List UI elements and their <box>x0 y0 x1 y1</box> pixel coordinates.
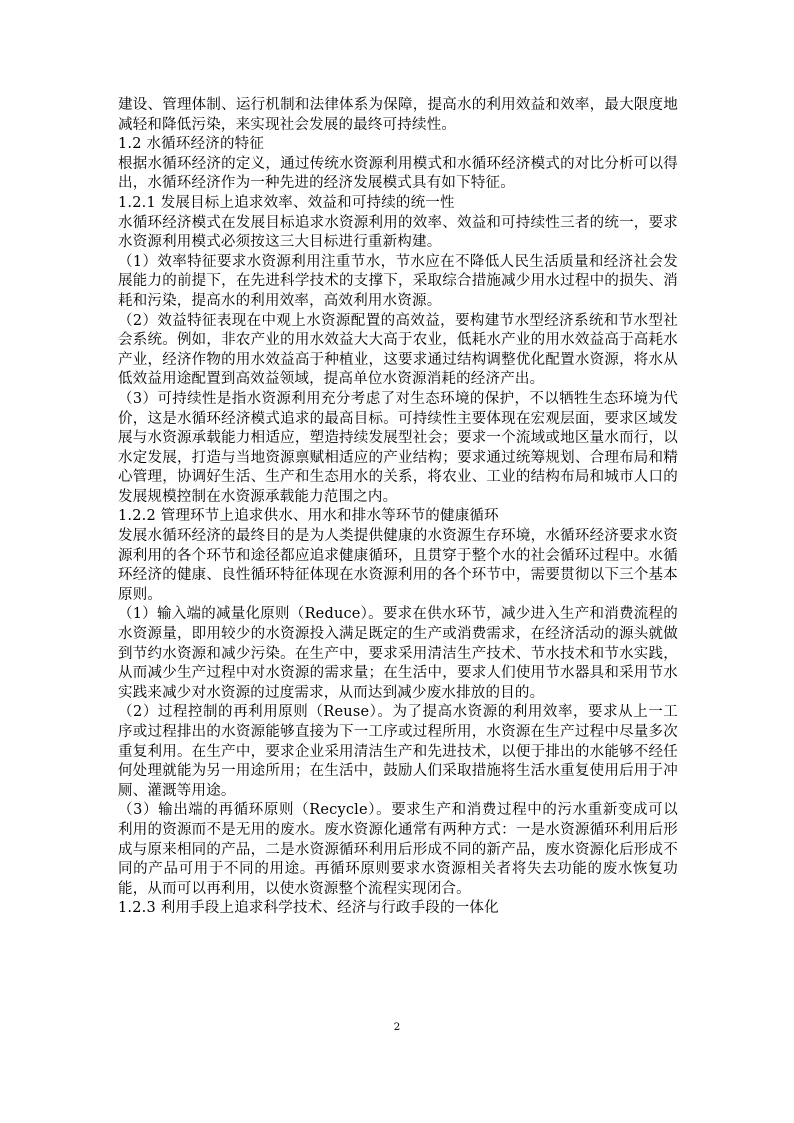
paragraph-benefit: （2）效益特征表现在中观上水资源配置的高效益，要构建节水型经济系统和节水型社会系统。例如，非农产业的用水效益大大高于农业，低耗水产业的用水效益高于高耗水产业，经济作物的用水效益高于种植业，这要求通过结构调整优化配置水资源，将水从低效益用途配置到高效益领域，提高单位水资源消耗的经济产出。 <box>118 312 678 388</box>
paragraph-efficiency: （1）效率特征要求水资源利用注重节水，节水应在不降低人民生活质量和经济社会发展能力的前提下，在先进科学技术的支撑下，采取综合措施减少用水过程中的损失、消耗和污染，提高水的利用效率，高效利用水资源。 <box>118 253 678 309</box>
section-heading-1-2-2: 1.2.2 管理环节上追求供水、用水和排水等环节的健康循环 <box>118 508 499 525</box>
section-heading-1-2-1: 1.2.1 发展目标上追求效率、效益和可持续的统一性 <box>118 194 455 211</box>
paragraph-1-2-2-intro: 发展水循环经济的最终目的是为人类提供健康的水资源生存环境，水循环经济要求水资源利用的各个环节和途径都应追求健康循环，且贯穿于整个水的社会循环过程中。水循环经济的健康、良性循环特征体现在水资源利用的各个环节中，需要贯彻以下三个基本原则。 <box>118 528 678 603</box>
section-heading-1-2: 1.2 水循环经济的特征 <box>118 136 265 153</box>
paragraph-reduce: （1）输入端的减量化原则（Reduce）。要求在供水环节，减少进入生产和消费流程的水资源量，即用较少的水资源投入满足既定的生产或消费需求，在经济活动的源头就做到节约水资源和减少污染。在生产中，要求采用清洁生产技术、节水技术和节水实践，从而减少生产过程中对水资源的需求量；在生活中，要求人们使用节水器具和采用节水实践来减少对水资源的过度需求，从而达到减少废水排放的目的。 <box>118 606 678 701</box>
paragraph-reuse: （2）过程控制的再利用原则（Reuse）。为了提高水资源的利用效率，要求从上一工序或过程排出的水资源能够直接为下一工序或过程所用，水资源在生产过程中尽量多次重复利用。在生产中，要求企业采用清洁生产和先进技术，以便于排出的水能够不经任何处理就能为另一用途所用；在生活中，鼓励人们采取措施将生活水重复使用后用于冲厕、灌溉等用途。 <box>118 704 678 799</box>
page-number: 2 <box>393 1021 401 1033</box>
paragraph-1-2-1-intro: 水循环经济模式在发展目标追求水资源利用的效率、效益和可持续性三者的统一，要求水资源利用模式必须按这三大目标进行重新构建。 <box>118 214 678 251</box>
document-body <box>118 96 678 919</box>
paragraph-recycle: （3）输出端的再循环原则（Recycle）。要求生产和消费过程中的污水重新变成可以利用的资源而不是无用的废水。废水资源化通常有两种方式：一是水资源循环利用后形成与原来相同的产品，二是水资源循环利用后形成不同的新产品，废水资源化后形成不同的产品可用于不同的用途。再循环原则要求水资源相关者将失去功能的废水恢复功能，从而可以再利用，以使水资源整个流程实现闭合。 <box>118 802 678 897</box>
paragraph-intro-continuation: 建设、管理体制、运行机制和法律体系为保障，提高水的利用效益和效率，最大限度地减轻和降低污染，来实现社会发展的最终可持续性。 <box>118 97 678 133</box>
section-heading-1-2-3: 1.2.3 利用手段上追求科学技术、经济与行政手段的一体化 <box>118 900 499 917</box>
paragraph-section-1-2-intro: 根据水循环经济的定义，通过传统水资源利用模式和水循环经济模式的对比分析可以得出，水循环经济作为一种先进的经济发展模式具有如下特征。 <box>118 155 678 192</box>
paragraph-sustainability: （3）可持续性是指水资源利用充分考虑了对生态环境的保护，不以牺牲生态环境为代价，这是水循环经济模式追求的最高目标。可持续性主要体现在宏观层面，要求区域发展与水资源承载能力相适应，塑造持续发展型社会；要求一个流域或地区量水而行，以水定发展，打造与当地资源禀赋相适应的产业结构；要求通过统筹规划、合理布局和精心管理，协调好生活、生产和生态用水的关系，将农业、工业的结构布局和城市人口的发展规模控制在水资源承载能力范围之内。 <box>118 390 678 505</box>
